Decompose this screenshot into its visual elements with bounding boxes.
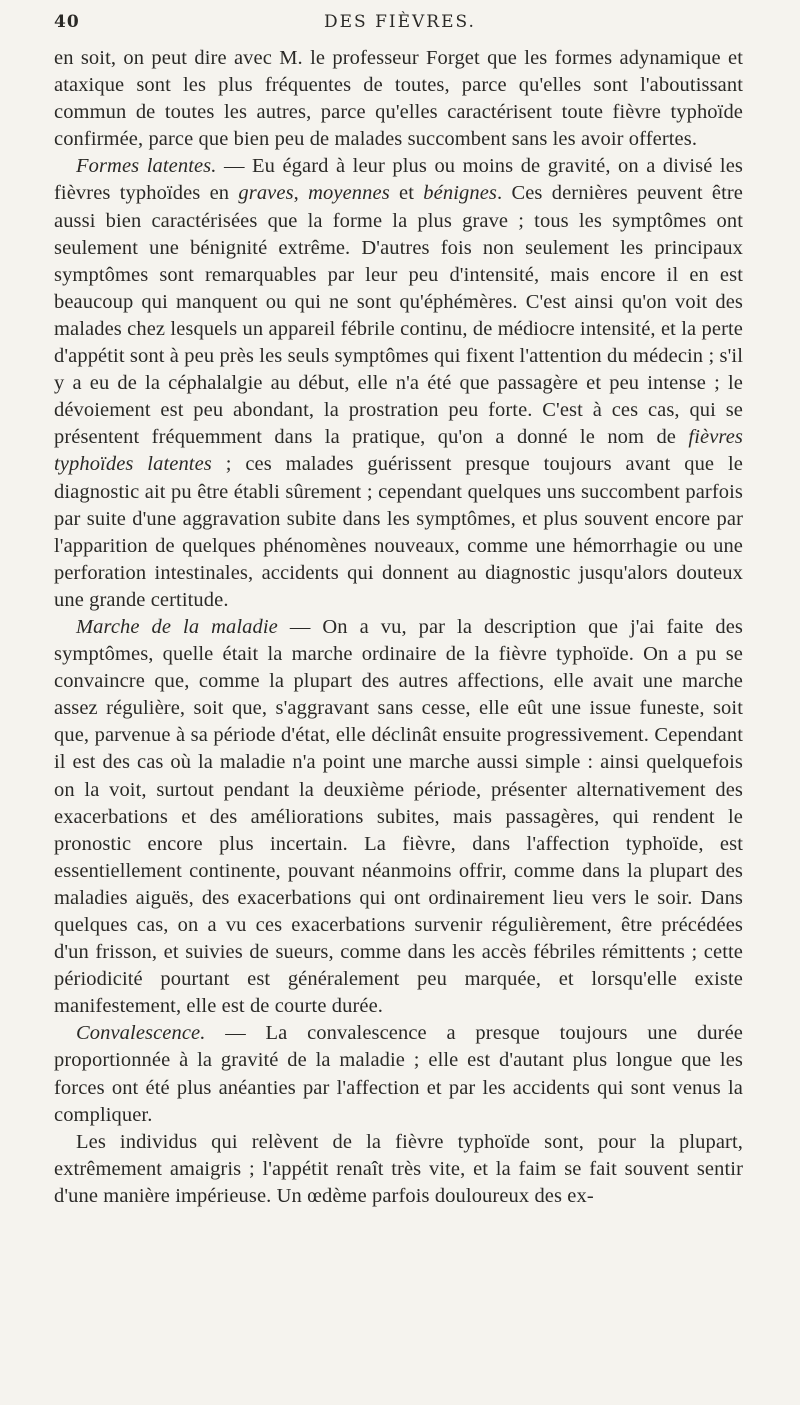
section-heading-convalescence: Convalescence. bbox=[76, 1022, 206, 1045]
page-header bbox=[54, 12, 746, 36]
running-head: DES FIÈVRES. bbox=[324, 12, 476, 32]
paragraph-1: en soit, on peut dire avec M. le professeur Forget que les formes adynamique et ataxique sont les plus fréquentes de toutes, parce qu'elles sont l'aboutissant commun de toutes les autres, parce qu'elles caractérisent toute fièvre typhoïde confirmée, parce que bien peu de malades succombent sans les avoir offertes. bbox=[54, 47, 743, 151]
paragraph-convalescence: Convalescence. — La convalescence a presque toujours une durée proportionnée à la gravité de la maladie ; elle est d'autant plus longue que les forces ont été plus anéanties par l'affection et par les accidents qui sont venus la compliquer. bbox=[54, 1022, 743, 1126]
paragraph-formes-latentes: Formes latentes. — Eu égard à leur plus ou moins de gravité, on a divisé les fièvres typhoïdes en graves, moyennes et bénignes. Ces dernières peuvent être aussi bien caractérisées que la forme la plus grave ; tous les symptômes ont seulement une bénignité extrême. D'autres fois non seulement les principaux symptômes sont remarquables par leur peu d'intensité, mais encore il en est beaucoup qui manquent ou qui ne sont qu'éphémères. C'est ainsi qu'on voit des malades chez lesquels un appareil fébrile continu, de médiocre intensité, et la perte d'appétit sont à peu près les seuls symptômes qui fixent l'attention du médecin ; s'il y a eu de la céphalalgie au début, elle n'a été que passagère et peu intense ; le dévoiement est peu abondant, la prostration peu forte. C'est à ces cas, qui se présentent fréquemment dans la pratique, qu'on a donné le nom de fièvres typhoïdes latentes ; ces malades guérissent presque toujours avant que le diagnostic ait pu être établi sûrement ; cependant quelques uns succombent parfois par suite d'une aggravation subite dans les symptômes, et plus souvent encore par l'apparition de quelques phénomènes nouveaux, comme une hémorrhagie ou une perforation intestinales, accidents qui donnent au diagnostic jusqu'alors douteux une grande certitude. bbox=[54, 155, 743, 611]
body-text bbox=[54, 45, 743, 1210]
section-heading-marche: Marche de la maladie bbox=[76, 615, 278, 638]
paragraph-last: Les individus qui relèvent de la fièvre typhoïde sont, pour la plupart, extrêmement amaigris ; l'appétit renaît très vite, et la faim se fait souvent sentir d'une manière impérieuse. Un œdème parfois douloureux des ex- bbox=[54, 1130, 743, 1207]
section-heading-formes-latentes: Formes latentes. bbox=[76, 155, 217, 178]
page-number: 40 bbox=[54, 12, 80, 32]
paragraph-marche: Marche de la maladie — On a vu, par la description que j'ai faite des symptômes, quelle était la marche ordinaire de la fièvre typhoïde. On a pu se convaincre que, comme la plupart des autres affections, elle avait une marche assez régulière, soit que, s'aggravant sans cesse, elle eût une issue funeste, soit que, parvenue à sa période d'état, elle déclinât ensuite progressivement. Cependant il est des cas où la maladie n'a point une marche aussi simple : ainsi quelquefois on la voit, surtout pendant la deuxième période, présenter alternativement des exacerbations et des améliorations subites, mais passagères, qui rendent le pronostic encore plus incertain. La fièvre, dans l'affection typhoïde, est essentiellement continente, pouvant néanmoins offrir, comme dans la plupart des maladies aiguës, des exacerbations qui ont ordinairement lieu vers le soir. Dans quelques cas, on a vu ces exacerbations survenir régulièrement, être précédées d'un frisson, et suivies de sueurs, comme dans les accès fébriles rémittents ; cette périodicité pourtant est généralement peu marquée, et lorsqu'elle existe manifestement, elle est de courte durée. bbox=[54, 615, 743, 1018]
